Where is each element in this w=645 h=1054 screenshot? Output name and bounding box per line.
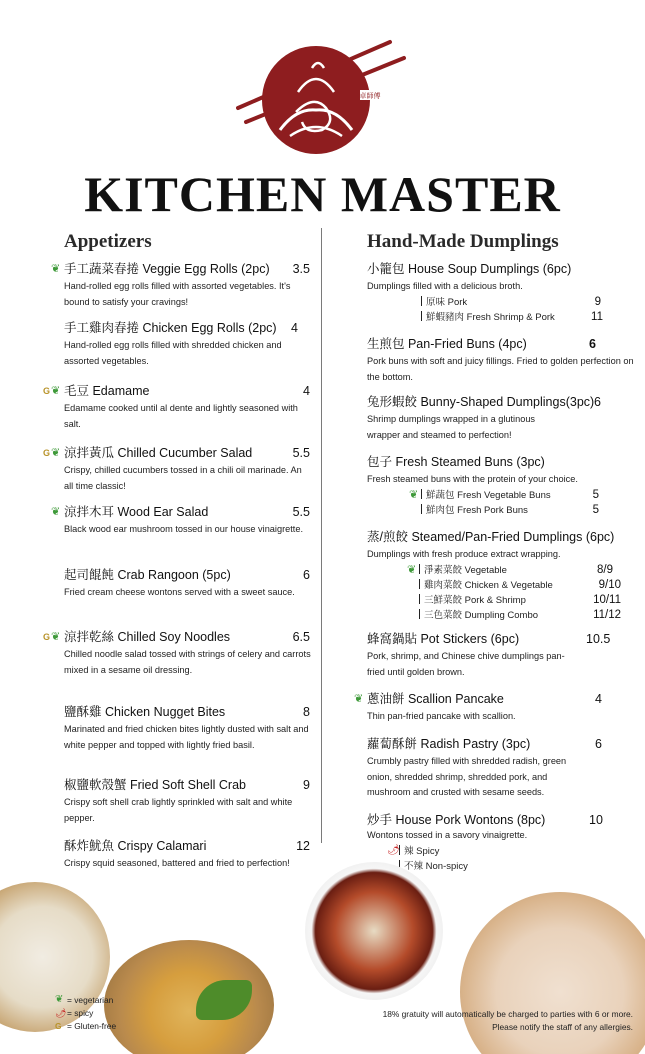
legend-vegetarian: = vegetarian <box>67 995 114 1005</box>
option-label: 三鮮菜餃 Pork & Shrimp <box>424 594 526 606</box>
item-title: 手工蔬菜春捲 Veggie Egg Rolls (2pc) <box>64 262 270 276</box>
legend <box>55 994 116 1033</box>
item-price: 4 <box>595 692 602 706</box>
menu-item-soy-noodles <box>43 629 312 678</box>
menu-item-soft-shell-crab <box>64 777 312 826</box>
gluten-free-icon: G <box>43 386 51 396</box>
item-description: Black wood ear mushroom tossed in our house vinaigrette. <box>64 524 304 534</box>
item-title: 蒸/煎餃 Steamed/Pan-Fried Dumplings (6pc) <box>367 530 615 544</box>
option-row <box>367 295 639 310</box>
menu-item-scallion-pancake <box>354 691 639 725</box>
menu-item-steamed-pan-fried-dumplings <box>367 529 639 623</box>
vegetarian-leaf-icon: ❦ <box>51 263 61 275</box>
item-description: Pork, shrimp, and Chinese chive dumplings pan-fried until golden brown. <box>367 651 565 677</box>
legend-spicy: = spicy <box>67 1008 94 1018</box>
dumplings-heading: Hand-Made Dumplings <box>367 231 559 252</box>
menu-item-cucumber-salad <box>43 445 312 494</box>
item-title: 酥炸魷魚 Crispy Calamari <box>64 839 207 853</box>
menu-item-steamed-buns <box>367 454 639 518</box>
menu-item-crispy-calamari <box>64 838 312 872</box>
option-label: 淨素菜餃 Vegetable <box>424 564 507 576</box>
item-price: 12 <box>296 839 310 853</box>
item-description: Thin pan-fried pancake with scallion. <box>367 711 516 721</box>
column-divider <box>321 228 322 843</box>
option-row <box>367 310 639 325</box>
gratuity-note: 18% gratuity will automatically be charged to parties with 6 or more. <box>382 1009 633 1019</box>
item-description: Shrimp dumplings wrapped in a glutinous wrapper and steamed to perfection! <box>367 414 536 440</box>
allergy-note: Please notify the staff of any allergies. <box>492 1022 633 1032</box>
option-row <box>367 593 639 608</box>
item-description: Dumplings filled with a delicious broth. <box>367 281 523 291</box>
item-description: Crispy, chilled cucumbers tossed in a chili oil marinade. An all time classic! <box>64 465 302 491</box>
footer-notes <box>383 1008 633 1034</box>
item-price: 4 <box>291 321 298 335</box>
item-title: 兔形蝦餃 Bunny-Shaped Dumplings(3pc) <box>367 395 595 409</box>
item-price: 9 <box>303 778 310 792</box>
item-price: 10.5 <box>586 632 611 646</box>
menu-item-soup-dumplings <box>367 261 639 325</box>
item-description: Marinated and fried chicken bites lightly dusted with salt and white pepper and topped with lightly fried basil. <box>64 724 309 750</box>
option-price: 5 <box>592 503 599 516</box>
item-price: 6.5 <box>292 630 310 644</box>
restaurant-logo <box>236 38 408 162</box>
item-description: Hand-rolled egg rolls filled with assorted vegetables. It's bound to satisfy your cravings! <box>64 281 291 307</box>
menu-item-veggie-egg-rolls <box>51 261 312 310</box>
option-row <box>367 563 639 578</box>
item-description: Wontons tossed in a savory vinaigrette. <box>367 830 528 840</box>
menu-item-chicken-egg-rolls <box>64 320 312 369</box>
option-price: 9/10 <box>598 578 621 591</box>
item-title: 生煎包 Pan-Fried Buns (4pc) <box>367 337 527 351</box>
item-description: Chilled noodle salad tossed with strings of celery and carrots mixed in a sesame oil dressing. <box>64 649 311 675</box>
item-title: 小籠包 House Soup Dumplings (6pc) <box>367 262 572 276</box>
vegetarian-leaf-icon: ❦ <box>407 563 417 576</box>
vegetarian-leaf-icon: ❦ <box>51 506 61 518</box>
vegetarian-leaf-icon: ❦ <box>354 693 364 705</box>
item-title: 手工雞肉春捲 Chicken Egg Rolls (2pc) <box>64 321 277 335</box>
item-price: 6 <box>589 337 596 351</box>
option-label: 三色菜餃 Dumpling Combo <box>424 609 539 621</box>
vegetarian-leaf-icon: ❦ <box>51 631 61 643</box>
option-label: 不辣 Non-spicy <box>404 860 468 872</box>
vegetarian-leaf-icon: ❦ <box>409 488 419 501</box>
item-description: Crispy soft shell crab lightly sprinkled with salt and white pepper. <box>64 797 293 823</box>
legend-gluten-free: = Gluten-free <box>67 1021 117 1031</box>
option-price: 8/9 <box>597 563 613 576</box>
menu-item-pan-fried-buns <box>367 336 639 385</box>
item-price: 6 <box>594 395 601 409</box>
option-label: 鮮蝦豬肉 Fresh Shrimp & Pork <box>426 311 555 323</box>
item-description: Edamame cooked until al dente and lightly seasoned with salt. <box>64 403 298 429</box>
menu-item-edamame <box>43 383 312 432</box>
option-row <box>367 844 639 859</box>
item-description: Fresh steamed buns with the protein of your choice. <box>367 474 578 484</box>
menu-item-pot-stickers <box>367 631 639 680</box>
gluten-free-icon: G <box>55 1021 62 1031</box>
option-label: 原味 Pork <box>426 296 468 308</box>
gluten-free-icon: G <box>43 448 51 458</box>
item-title: 涼拌乾絲 Chilled Soy Noodles <box>64 630 231 644</box>
item-description: Fried cream cheese wontons served with a sweet sauce. <box>64 587 295 597</box>
item-price: 6 <box>595 737 602 751</box>
menu-item-radish-pastry <box>367 736 639 801</box>
vegetarian-leaf-icon: ❦ <box>51 447 61 459</box>
gluten-free-icon: G <box>43 632 51 642</box>
option-row <box>367 488 639 503</box>
chili-pepper-icon: 🌶 <box>55 1008 67 1018</box>
item-description: Crumbly pastry filled with shredded radish, green onion, shredded shrimp, shredded pork, and mushroom and crusted with sesame seeds. <box>367 756 567 797</box>
restaurant-name: KITCHEN MASTER <box>84 166 561 222</box>
item-price: 3.5 <box>292 262 310 276</box>
item-title: 蔥油餅 Scallion Pancake <box>367 692 504 706</box>
item-title: 起司餛飩 Crab Rangoon (5pc) <box>64 568 231 582</box>
item-description: Pork buns with soft and juicy fillings. Fried to golden perfection on the bottom. <box>367 356 634 382</box>
option-row <box>367 503 639 518</box>
item-title: 炒手 House Pork Wontons (8pc) <box>367 813 546 827</box>
menu-item-pork-wontons <box>367 812 639 874</box>
item-title: 涼拌黃瓜 Chilled Cucumber Salad <box>64 446 253 460</box>
vegetarian-leaf-icon: ❦ <box>51 385 61 397</box>
item-price: 6 <box>303 568 310 582</box>
chili-pepper-icon: 🌶 <box>387 844 400 856</box>
item-price: 10 <box>589 813 603 827</box>
menu-item-bunny-dumplings <box>367 394 639 443</box>
option-label: 雞肉菜餃 Chicken & Vegetable <box>424 579 553 591</box>
item-price: 8 <box>303 705 310 719</box>
item-title: 包子 Fresh Steamed Buns (3pc) <box>367 455 545 469</box>
option-price: 10/11 <box>593 593 621 606</box>
item-price: 5.5 <box>292 446 310 460</box>
item-title: 涼拌木耳 Wood Ear Salad <box>64 505 209 519</box>
item-price: 5.5 <box>292 505 310 519</box>
item-title: 椒鹽軟殼蟹 Fried Soft Shell Crab <box>64 778 246 792</box>
menu-item-wood-ear-salad <box>51 504 312 538</box>
item-title: 蜂窩鍋貼 Pot Stickers (6pc) <box>367 632 520 646</box>
item-description: Dumplings with fresh produce extract wrapping. <box>367 549 561 559</box>
item-price: 4 <box>303 384 310 398</box>
item-title: 毛豆 Edamame <box>64 384 150 398</box>
option-price: 11 <box>591 310 603 323</box>
vegetarian-leaf-icon: ❦ <box>55 994 64 1005</box>
option-price: 5 <box>592 488 599 501</box>
svg-text:卓師傅: 卓師傅 <box>359 92 381 100</box>
menu-item-crab-rangoon <box>64 567 312 601</box>
option-row <box>367 578 639 593</box>
option-label: 鮮蔬包 Fresh Vegetable Buns <box>426 489 551 501</box>
option-price: 9 <box>594 295 601 308</box>
item-description: Hand-rolled egg rolls filled with shredded chicken and assorted vegetables. <box>64 340 282 366</box>
wontons-bowl-photo <box>305 862 443 1000</box>
option-row <box>367 608 639 623</box>
option-label: 鮮肉包 Fresh Pork Buns <box>426 504 528 516</box>
item-title: 鹽酥雞 Chicken Nugget Bites <box>64 705 226 719</box>
option-price: 11/12 <box>593 608 621 621</box>
appetizers-heading: Appetizers <box>64 231 152 252</box>
menu-item-chicken-nugget-bites <box>64 704 312 753</box>
item-description: Crispy squid seasoned, battered and fried to perfection! <box>64 858 290 868</box>
option-label: 辣 Spicy <box>404 845 440 857</box>
item-title: 蘿蔔酥餅 Radish Pastry (3pc) <box>367 737 531 751</box>
